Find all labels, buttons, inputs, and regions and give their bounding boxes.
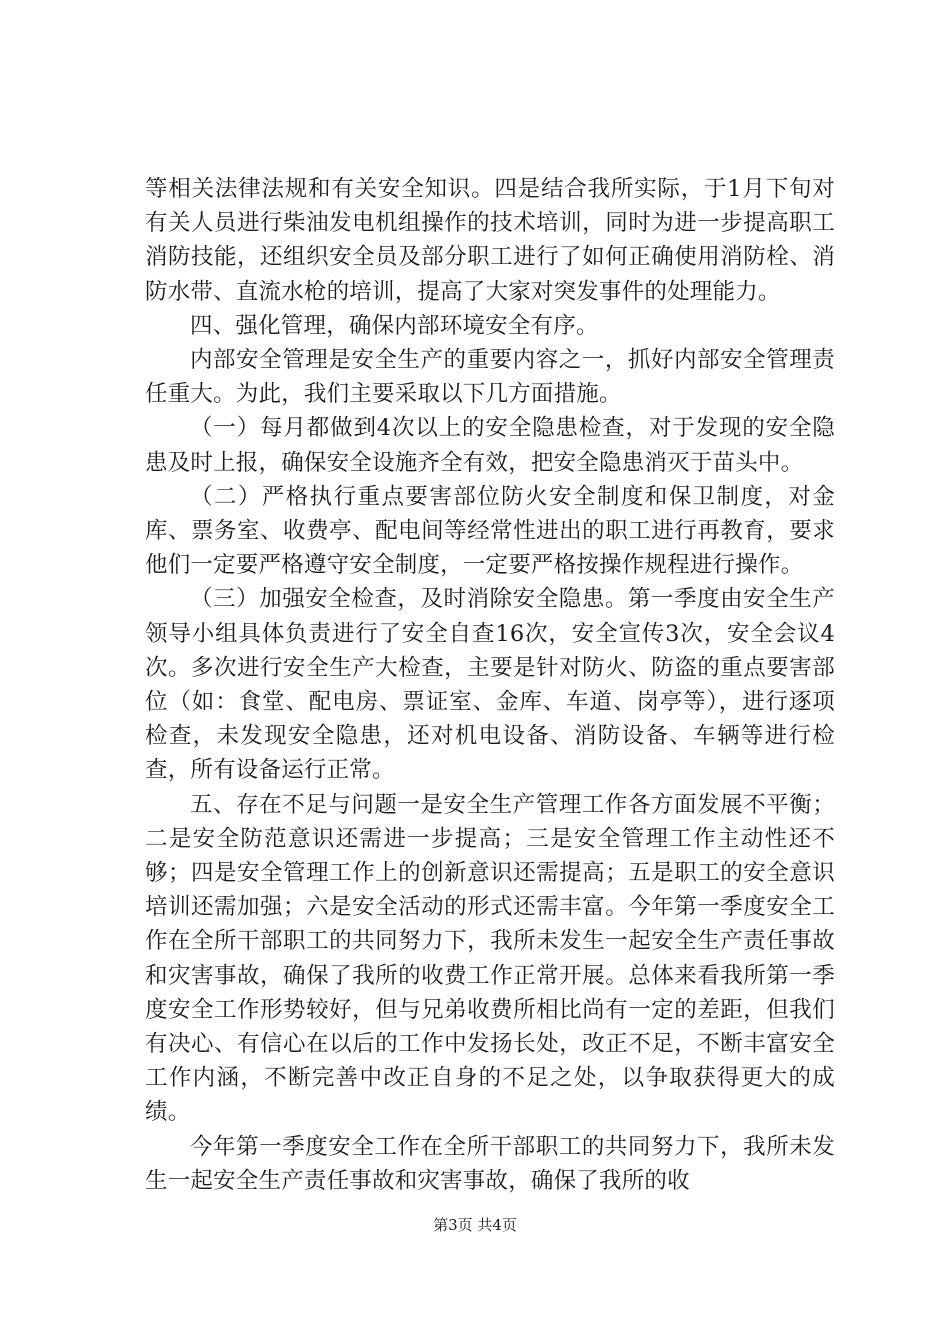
paragraph-internal-management: 内部安全管理是安全生产的重要内容之一，抓好内部安全管理责任重大。为此，我们主要采取以下几方面措施。	[145, 347, 835, 408]
paragraph-measure-three: （三）加强安全检查，及时消除安全隐患。第一季度由安全生产领导小组具体负责进行了安全自查16次，安全宣传3次，安全会议4次。多次进行安全生产大检查，主要是针对防火、防盗的重点要害部位（如：食堂、配电房、票证室、金库、车道、岗亭等），进行逐项检查，未发现安全隐患，还对机电设备、消防设备、车辆等进行检查，所有设备运行正常。	[145, 586, 835, 784]
paragraph-measure-one: （一）每月都做到4次以上的安全隐患检查，对于发现的安全隐患及时上报，确保安全设施齐全有效，把安全隐患消灭于苗头中。	[145, 415, 835, 476]
document-body	[145, 172, 835, 1198]
paragraph-section-five: 五、存在不足与问题一是安全生产管理工作各方面发展不平衡；二是安全防范意识还需进一步提高；三是安全管理工作主动性还不够；四是安全管理工作上的创新意识还需提高；五是职工的安全意识培训还需加强；六是安全活动的形式还需丰富。今年第一季度安全工作在全所干部职工的共同努力下，我所未发生一起安全生产责任事故和灾害事故，确保了我所的收费工作正常开展。总体来看我所第一季度安全工作形势较好，但与兄弟收费所相比尚有一定的差距，但我们有决心、有信心在以后的工作中发扬长处，改正不足，不断丰富安全工作内涵，不断完善中改正自身的不足之处，以争取获得更大的成绩。	[145, 791, 835, 1126]
page-number: 第3页 共4页	[433, 1216, 517, 1234]
paragraph-measure-two: （二）严格执行重点要害部位防火安全制度和保卫制度，对金库、票务室、收费亭、配电间等经常性进出的职工进行再教育，要求他们一定要严格遵守安全制度，一定要严格按操作规程进行操作。	[145, 483, 835, 579]
paragraph-summary: 今年第一季度安全工作在全所干部职工的共同努力下，我所未发生一起安全生产责任事故和灾害事故，确保了我所的收	[145, 1133, 835, 1194]
paragraph-training-continued: 等相关法律法规和有关安全知识。四是结合我所实际，于1月下旬对有关人员进行柴油发电机组操作的技术培训，同时为进一步提高职工消防技能，还组织安全员及部分职工进行了如何正确使用消防栓、消防水带、直流水枪的培训，提高了大家对突发事件的处理能力。	[145, 176, 835, 305]
section-heading-four: 四、强化管理，确保内部环境安全有序。	[190, 312, 599, 339]
